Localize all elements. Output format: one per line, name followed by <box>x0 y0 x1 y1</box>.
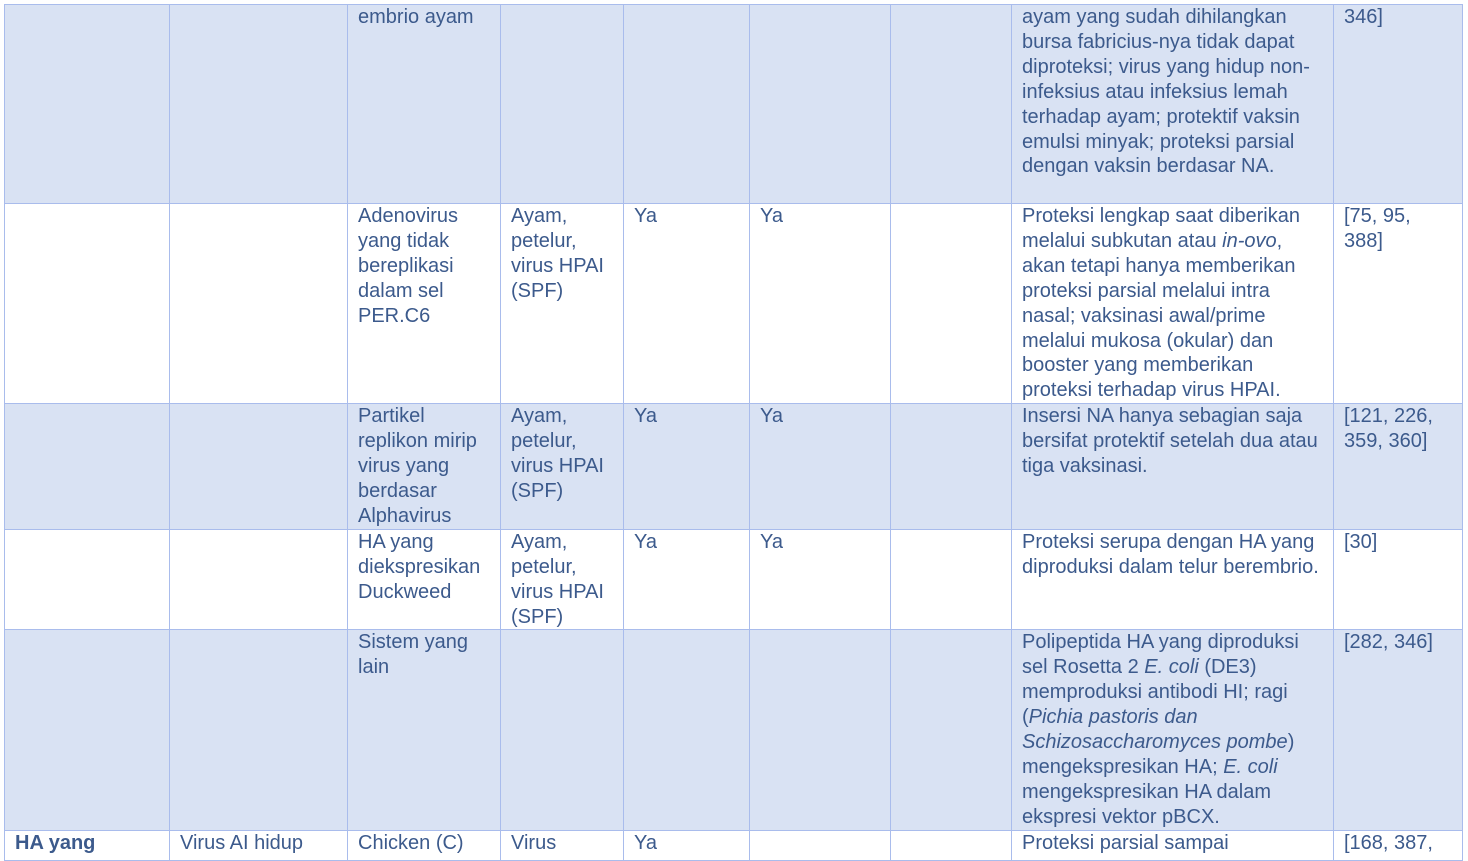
table-cell: [121, 226, 359, 360] <box>1334 404 1463 530</box>
cell-text: , akan tetapi hanya memberikan proteksi parsial melalui intra nasal; vaksinasi awal/prime melalui mukosa (okular) dan booster yang memberikan proteksi terhadap virus HPAI. <box>1022 229 1296 402</box>
table-cell <box>891 830 1012 860</box>
table-cell: Proteksi serupa dengan HA yang diproduksi dalam telur berembrio. <box>1012 529 1334 630</box>
table-cell: Ya <box>750 204 891 404</box>
cell-text-italic: E. coli <box>1223 755 1278 778</box>
table-row <box>5 404 1463 530</box>
table-cell: [75, 95, 388] <box>1334 204 1463 404</box>
table-cell <box>170 204 348 404</box>
table-cell <box>624 5 750 204</box>
table-cell: 346] <box>1334 5 1463 204</box>
table-cell: [168, 387, <box>1334 830 1463 860</box>
table-cell: Ya <box>624 529 750 630</box>
table-cell: Insersi NA hanya sebagian saja bersifat protektif setelah dua atau tiga vaksinasi. <box>1012 404 1334 530</box>
table-cell <box>1012 204 1334 404</box>
table-cell <box>170 404 348 530</box>
cell-text-italic: E. coli <box>1144 656 1199 679</box>
table-cell <box>750 630 891 830</box>
table-cell: embrio ayam <box>348 5 501 204</box>
cell-text-italic: Pichia pastoris dan Schizosaccharomyces pombe <box>1022 706 1288 754</box>
vaccine-table <box>4 4 1463 861</box>
table-cell: Virus <box>501 830 624 860</box>
table-cell <box>891 630 1012 830</box>
table-cell: Chicken (C) <box>348 830 501 860</box>
table-cell <box>891 404 1012 530</box>
table-cell <box>891 204 1012 404</box>
table-cell <box>1012 630 1334 830</box>
table-cell <box>501 5 624 204</box>
table-cell <box>5 204 170 404</box>
table-cell: Ya <box>624 830 750 860</box>
table-row <box>5 204 1463 404</box>
table-cell: Ya <box>750 529 891 630</box>
table-cell: ayam yang sudah dihilangkan bursa fabricius-nya tidak dapat diproteksi; virus yang hidup non-infeksius atau infeksius lemah terhadap ayam; protektif vaksin emulsi minyak; proteksi parsial dengan vaksin berdasar NA. <box>1012 5 1334 204</box>
table-cell: Ayam, petelur, virus HPAI (SPF) <box>501 529 624 630</box>
table-cell <box>891 529 1012 630</box>
table-cell <box>170 630 348 830</box>
table-cell <box>891 5 1012 204</box>
table-cell: HA yang diekspresikan Duckweed <box>348 529 501 630</box>
cell-text: (DE3) memproduksi antibodi HI; ragi ( <box>1022 656 1288 729</box>
table-cell: Ya <box>750 404 891 530</box>
table-row <box>5 630 1463 830</box>
cell-text: Polipeptida HA yang diproduksi sel Rosetta 2 <box>1022 631 1299 679</box>
table-cell <box>5 630 170 830</box>
table-cell: Sistem yang lain <box>348 630 501 830</box>
table-cell: Ayam, petelur, virus HPAI (SPF) <box>501 404 624 530</box>
table-cell: HA yang <box>5 830 170 860</box>
table-cell: Adenovirus yang tidak bereplikasi dalam sel PER.C6 <box>348 204 501 404</box>
table-cell: Proteksi parsial sampai <box>1012 830 1334 860</box>
table-cell: Virus AI hidup <box>170 830 348 860</box>
table-cell: Ayam, petelur, virus HPAI (SPF) <box>501 204 624 404</box>
table-cell <box>5 529 170 630</box>
table-cell <box>750 830 891 860</box>
table-cell <box>501 630 624 830</box>
table-cell <box>624 630 750 830</box>
table-cell: Ya <box>624 404 750 530</box>
table-row <box>5 529 1463 630</box>
table-row <box>5 830 1463 860</box>
table-cell: Ya <box>624 204 750 404</box>
cell-text-italic: in-ovo <box>1222 229 1277 252</box>
table-cell <box>170 5 348 204</box>
table-row <box>5 5 1463 204</box>
table-cell: [30] <box>1334 529 1463 630</box>
cell-text: Proteksi lengkap saat diberikan melalui subkutan atau <box>1022 205 1300 252</box>
cell-text: ) mengekspresikan HA; <box>1022 731 1295 778</box>
table-cell: Partikel replikon mirip virus yang berdasar Alphavirus <box>348 404 501 530</box>
table-cell <box>750 5 891 204</box>
cell-text: mengekspresikan HA dalam ekspresi vektor pBCX. <box>1022 780 1272 828</box>
table-cell: [282, 346] <box>1334 630 1463 830</box>
table-cell <box>5 404 170 530</box>
table-cell <box>170 529 348 630</box>
table-cell <box>5 5 170 204</box>
